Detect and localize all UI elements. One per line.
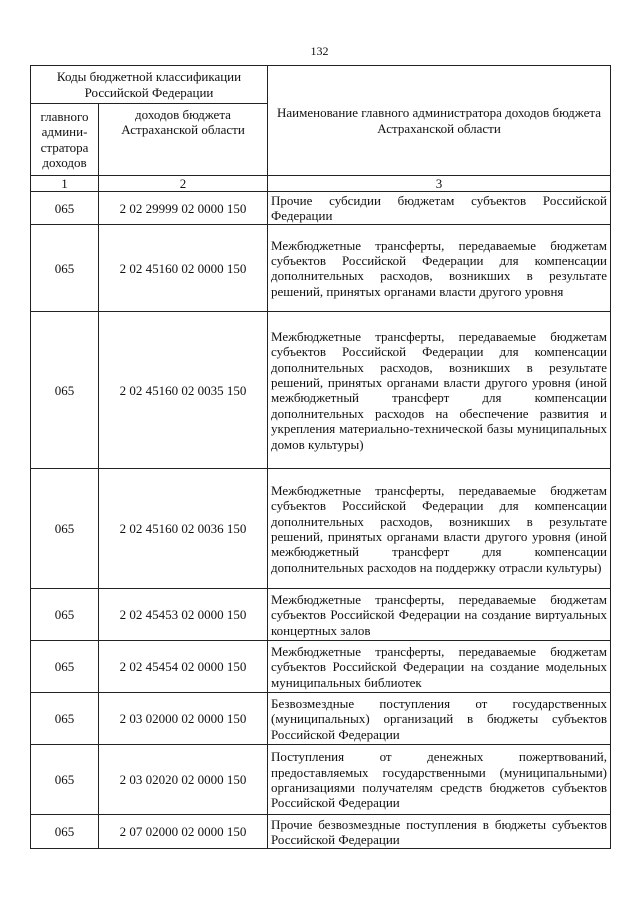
header-revenue-code: доходов бюджета Астраханской области — [99, 104, 268, 176]
table-row — [31, 589, 611, 641]
revenue-code: 2 02 29999 02 0000 150 — [99, 192, 268, 225]
revenue-code: 2 02 45160 02 0036 150 — [99, 469, 268, 589]
header-chief-admin: главного админи-стратора доходов — [31, 104, 99, 176]
column-numbers-row — [31, 176, 611, 192]
admin-code: 065 — [31, 589, 99, 641]
table-row — [31, 693, 611, 745]
header-row-1 — [31, 66, 611, 104]
admin-code: 065 — [31, 745, 99, 815]
budget-classification-table — [30, 65, 611, 849]
admin-code: 065 — [31, 815, 99, 849]
revenue-code: 2 07 02000 02 0000 150 — [99, 815, 268, 849]
revenue-name: Межбюджетные трансферты, передаваемые бюджетам субъектов Российской Федерации для компенсации дополнительных расходов, возникших в результате решений, принятых органами власти другого уровня — [268, 225, 611, 312]
admin-code: 065 — [31, 225, 99, 312]
revenue-name: Межбюджетные трансферты, передаваемые бюджетам субъектов Российской Федерации для компенсации дополнительных расходов, возникших в результате решений, принятых органами власти другого уровня (иной межбюджетный трансферт для компенсации дополнительных расходов на обеспечение развития и укрепления материально-технической базы муниципальных домов культуры) — [268, 312, 611, 469]
revenue-code: 2 02 45453 02 0000 150 — [99, 589, 268, 641]
revenue-name: Межбюджетные трансферты, передаваемые бюджетам субъектов Российской Федерации для компенсации дополнительных расходов, возникших в результате решений, принятых органами власти другого уровня (иной межбюджетный трансферт для компенсации дополнительных расходов на поддержку отрасли культуры) — [268, 469, 611, 589]
admin-code: 065 — [31, 641, 99, 693]
column-number-1: 1 — [31, 176, 99, 192]
revenue-name: Прочие субсидии бюджетам субъектов Российской Федерации — [268, 192, 611, 225]
admin-code: 065 — [31, 312, 99, 469]
revenue-code: 2 03 02020 02 0000 150 — [99, 745, 268, 815]
header-admin-name: Наименование главного администратора доходов бюджета Астраханской области — [268, 66, 611, 176]
table-row — [31, 745, 611, 815]
column-number-3: 3 — [268, 176, 611, 192]
table-row — [31, 225, 611, 312]
revenue-name: Поступления от денежных пожертвований, предоставляемых государственными (муниципальными) организациями получателям средств бюджетов субъектов Российской Федерации — [268, 745, 611, 815]
admin-code: 065 — [31, 693, 99, 745]
table-row — [31, 312, 611, 469]
admin-code: 065 — [31, 192, 99, 225]
admin-code: 065 — [31, 469, 99, 589]
column-number-2: 2 — [99, 176, 268, 192]
table-row — [31, 641, 611, 693]
table-row — [31, 192, 611, 225]
table-row — [31, 469, 611, 589]
revenue-name: Межбюджетные трансферты, передаваемые бюджетам субъектов Российской Федерации на создание модельных муниципальных библиотек — [268, 641, 611, 693]
revenue-name: Межбюджетные трансферты, передаваемые бюджетам субъектов Российской Федерации на создание виртуальных концертных залов — [268, 589, 611, 641]
revenue-code: 2 02 45454 02 0000 150 — [99, 641, 268, 693]
revenue-name: Безвозмездные поступления от государственных (муниципальных) организаций в бюджеты субъектов Российской Федерации — [268, 693, 611, 745]
table-row — [31, 815, 611, 849]
revenue-code: 2 02 45160 02 0035 150 — [99, 312, 268, 469]
revenue-name: Прочие безвозмездные поступления в бюджеты субъектов Российской Федерации — [268, 815, 611, 849]
page-number: 132 — [310, 44, 329, 58]
revenue-code: 2 03 02000 02 0000 150 — [99, 693, 268, 745]
revenue-code: 2 02 45160 02 0000 150 — [99, 225, 268, 312]
header-group-codes: Коды бюджетной классификации Российской Федерации — [31, 66, 268, 104]
